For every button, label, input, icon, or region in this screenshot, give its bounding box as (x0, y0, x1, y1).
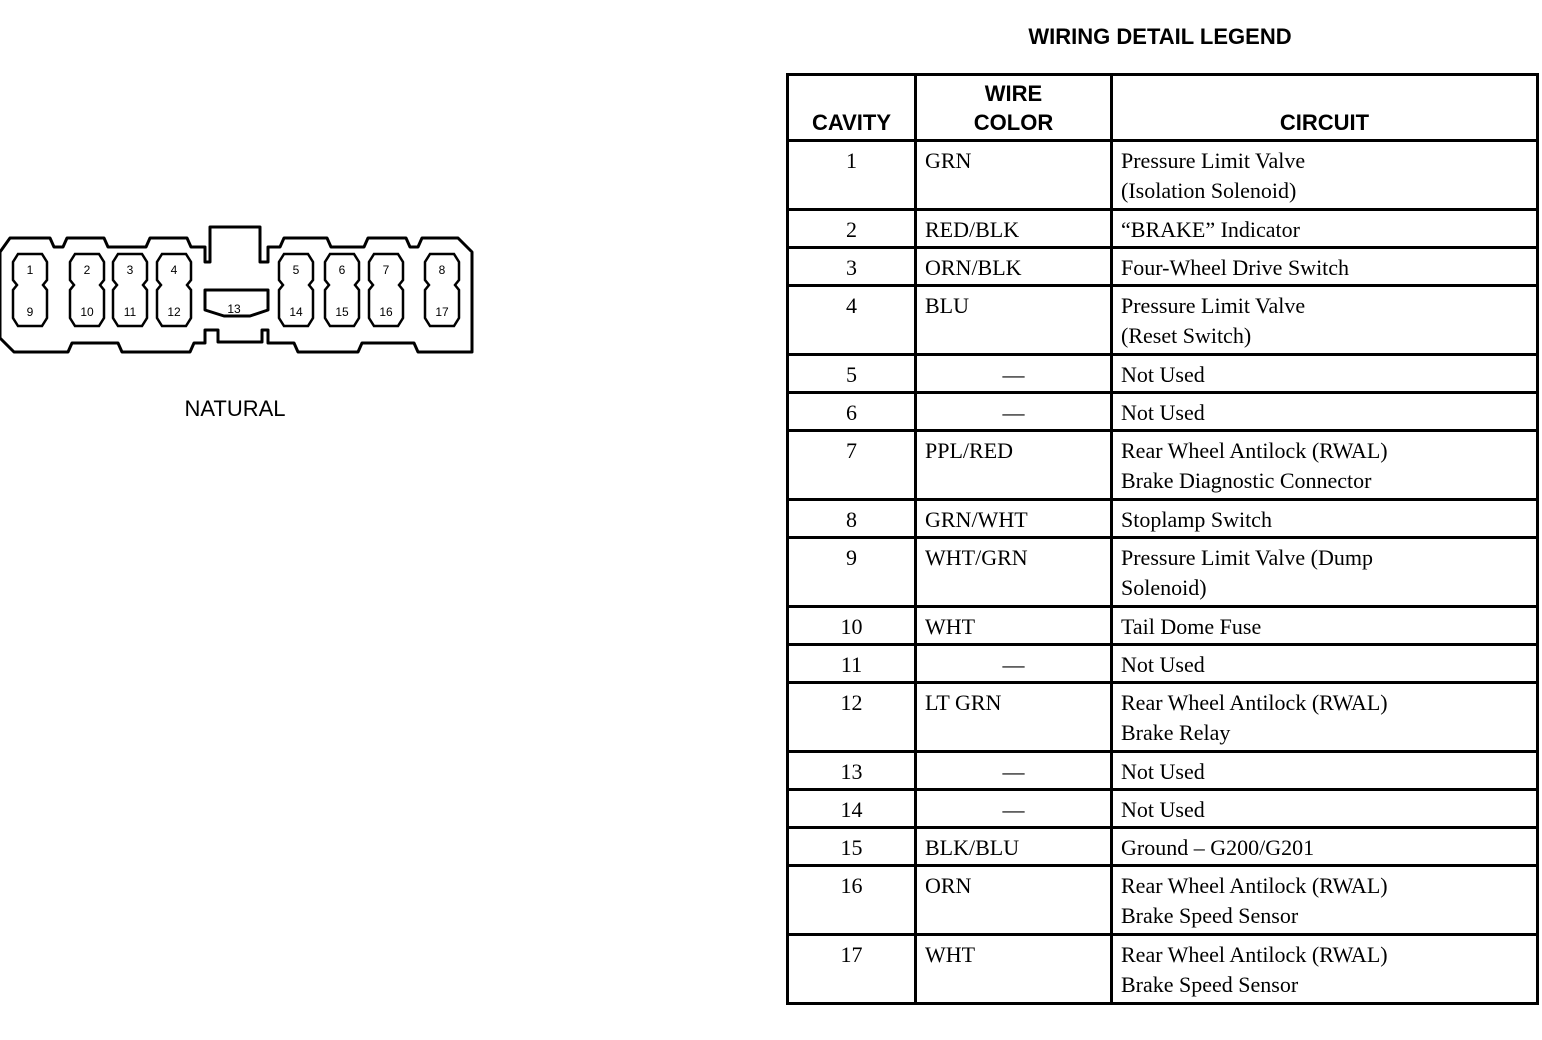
circuit-line: Not Used (1121, 400, 1205, 425)
cavity-cell: 3 (788, 248, 916, 286)
cavity-cell: 10 (788, 607, 916, 645)
wire-color-cell: WHT (916, 607, 1112, 645)
wire-color-cell: BLK/BLU (916, 828, 1112, 866)
circuit-line: Four-Wheel Drive Switch (1121, 255, 1350, 280)
cavity-cell: 6 (788, 393, 916, 431)
cavity-cell: 5 (788, 355, 916, 393)
circuit-line: (Reset Switch) (1121, 323, 1252, 348)
terminal-number: 3 (126, 263, 134, 277)
wire-color-cell: ORN (916, 866, 1112, 935)
header-cavity: CAVITY (788, 75, 916, 141)
circuit-cell (1112, 431, 1538, 500)
circuit-line: Brake Speed Sensor (1121, 903, 1299, 928)
cavity-cell: 13 (788, 752, 916, 790)
wire-color-cell: GRN/WHT (916, 500, 1112, 538)
table-row (788, 683, 1538, 752)
table-row (788, 538, 1538, 607)
table-row (788, 210, 1538, 248)
cavity-cell: 7 (788, 431, 916, 500)
circuit-line: (Isolation Solenoid) (1121, 178, 1297, 203)
circuit-line: Pressure Limit Valve (Dump (1121, 545, 1373, 570)
terminal-number: 11 (123, 305, 137, 319)
cavity-cell: 1 (788, 141, 916, 210)
circuit-cell (1112, 790, 1538, 828)
table-row (788, 866, 1538, 935)
circuit-line: Brake Relay (1121, 720, 1231, 745)
circuit-cell (1112, 141, 1538, 210)
terminal-number: 13 (227, 302, 241, 316)
wire-color-cell: — (916, 752, 1112, 790)
wire-color-cell: ORN/BLK (916, 248, 1112, 286)
circuit-line: Pressure Limit Valve (1121, 293, 1306, 318)
table-row (788, 500, 1538, 538)
table-row (788, 790, 1538, 828)
wire-color-cell: LT GRN (916, 683, 1112, 752)
circuit-line: Rear Wheel Antilock (RWAL) (1121, 942, 1388, 967)
circuit-cell (1112, 645, 1538, 683)
circuit-line: Rear Wheel Antilock (RWAL) (1121, 873, 1388, 898)
circuit-line: Not Used (1121, 797, 1205, 822)
circuit-cell (1112, 355, 1538, 393)
circuit-line: Not Used (1121, 362, 1205, 387)
circuit-line: Brake Speed Sensor (1121, 972, 1299, 997)
terminal-number: 15 (335, 305, 349, 319)
header-circuit: CIRCUIT (1112, 75, 1538, 141)
legend-header-row (788, 75, 1538, 141)
cavity-cell: 2 (788, 210, 916, 248)
circuit-cell (1112, 752, 1538, 790)
circuit-line: Not Used (1121, 759, 1205, 784)
terminal-number: 16 (379, 305, 393, 319)
circuit-cell (1112, 828, 1538, 866)
circuit-line: Ground – G200/G201 (1121, 835, 1315, 860)
circuit-cell (1112, 393, 1538, 431)
terminal-number: 10 (80, 305, 94, 319)
circuit-line: Rear Wheel Antilock (RWAL) (1121, 438, 1388, 463)
wire-color-cell: RED/BLK (916, 210, 1112, 248)
terminal-number: 9 (26, 305, 34, 319)
cavity-cell: 4 (788, 286, 916, 355)
circuit-cell (1112, 500, 1538, 538)
table-row (788, 607, 1538, 645)
table-row (788, 286, 1538, 355)
table-row (788, 393, 1538, 431)
wire-color-cell: GRN (916, 141, 1112, 210)
cavity-cell: 11 (788, 645, 916, 683)
cavity-cell: 14 (788, 790, 916, 828)
cavity-cell: 15 (788, 828, 916, 866)
wire-color-cell: — (916, 790, 1112, 828)
circuit-line: Stoplamp Switch (1121, 507, 1272, 532)
cavity-cell: 16 (788, 866, 916, 935)
terminal-number: 14 (289, 305, 303, 319)
terminal-number: 8 (438, 263, 446, 277)
connector-color-label: NATURAL (184, 396, 286, 421)
circuit-line: Not Used (1121, 652, 1205, 677)
wire-color-cell: — (916, 355, 1112, 393)
circuit-line: Pressure Limit Valve (1121, 148, 1306, 173)
cavity-cell: 8 (788, 500, 916, 538)
connector-diagram (0, 215, 480, 365)
circuit-cell (1112, 210, 1538, 248)
circuit-cell (1112, 607, 1538, 645)
circuit-cell (1112, 286, 1538, 355)
circuit-cell (1112, 683, 1538, 752)
terminal-number: 6 (338, 263, 346, 277)
table-row (788, 752, 1538, 790)
table-row (788, 355, 1538, 393)
table-row (788, 141, 1538, 210)
terminal-number: 7 (382, 263, 390, 277)
legend-title: WIRING DETAIL LEGEND (1028, 24, 1292, 49)
header-wire-color: WIRE COLOR (916, 75, 1112, 141)
terminal-number: 1 (26, 263, 34, 277)
table-row (788, 248, 1538, 286)
wire-color-cell: WHT (916, 935, 1112, 1004)
cavity-cell: 12 (788, 683, 916, 752)
circuit-line: Brake Diagnostic Connector (1121, 468, 1372, 493)
terminal-number: 17 (435, 305, 449, 319)
table-row (788, 645, 1538, 683)
terminal-number: 2 (83, 263, 91, 277)
wire-color-cell: WHT/GRN (916, 538, 1112, 607)
circuit-line: Tail Dome Fuse (1121, 614, 1262, 639)
terminal-number: 5 (292, 263, 300, 277)
wire-color-cell: — (916, 393, 1112, 431)
cavity-cell: 9 (788, 538, 916, 607)
wiring-legend-table (786, 73, 1539, 1005)
terminal-number: 4 (170, 263, 178, 277)
circuit-cell (1112, 538, 1538, 607)
cavity-cell: 17 (788, 935, 916, 1004)
wire-color-cell: PPL/RED (916, 431, 1112, 500)
circuit-cell (1112, 935, 1538, 1004)
circuit-cell (1112, 866, 1538, 935)
terminal-number: 12 (167, 305, 181, 319)
wire-color-cell: — (916, 645, 1112, 683)
table-row (788, 935, 1538, 1004)
wire-color-cell: BLU (916, 286, 1112, 355)
table-row (788, 431, 1538, 500)
table-row (788, 828, 1538, 866)
circuit-line: Solenoid) (1121, 575, 1207, 600)
circuit-cell (1112, 248, 1538, 286)
circuit-line: Rear Wheel Antilock (RWAL) (1121, 690, 1388, 715)
circuit-line: “BRAKE” Indicator (1121, 217, 1300, 242)
